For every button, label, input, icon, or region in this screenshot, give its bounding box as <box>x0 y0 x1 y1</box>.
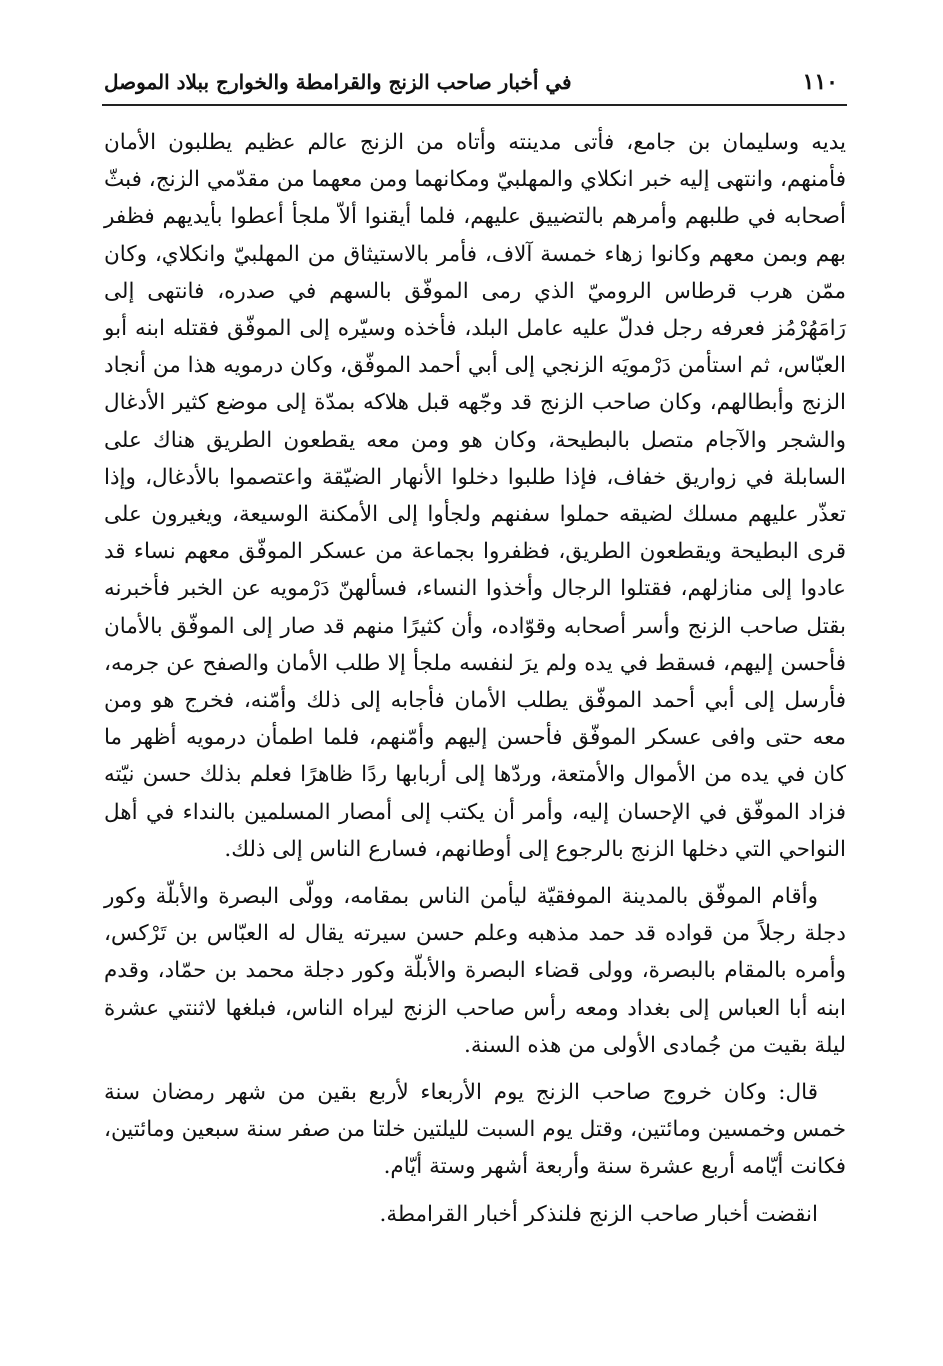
paragraph-1: يديه وسليمان بن جامع، فأتى مدينته وأتاه من الزنج عالم عظيم يطلبون الأمان فأمنهم، وانتهى إليه خبر انكلاي والمهلبيّ ومكانهما ومن معهما من مقدّمي الزنج، فبثّ أصحابه في طلبهم وأمرهم بالتضييق عليهم، فلما أيقنوا ألاّ ملجأ أعطوا بأيديهم فظفر بهم وبمن معهم وكانوا زهاء خمسة آلاف، فأمر بالاستيثاق من المهلبيّ وانكلاي، وكان ممّن هرب قرطاس الروميّ الذي رمى الموفّق بالسهم في صدره، فانتهى إلى رَامَهُرْمُز فعرفه رجل فدلّ عليه عامل البلد، فأخذه وسيّره إلى الموفّق فقتله ابنه أبو العبّاس، ثم استأمن دَرْمويَه الزنجي إلى أبي أحمد الموفّق، وكان درمويه هذا من أنجاد الزنج وأبطالهم، وكان صاحب الزنج قد وجّهه قبل هلاكه بمدّة إلى موضع كثير الأدغال والشجر والآجام متصل بالبطيحة، وكان هو ومن معه يقطعون الطريق هناك على السابلة في زواريق خفاف، فإذا طلبوا دخلوا الأنهار الضيّقة واعتصموا بالأدغال، وإذا تعذّر عليهم مسلك لضيقه حملوا سفنهم ولجأوا إلى الأمكنة الوسيعة، ويغيرون على قرى البطيحة ويقطعون الطريق، فظفروا بجماعة من عسكر الموفّق معهم نساء قد عادوا إلى منازلهم، فقتلوا الرجال وأخذوا النساء، فسألهنّ دَرْمويه عن الخبر فأخبرنه بقتل صاحب الزنج وأسر أصحابه وقوّاده، وأن كثيرًا منهم قد صار إلى الموفّق بالأمان فأحسن إليهم، فسقط في يده ولم يرَ لنفسه ملجأ إلا طلب الأمان والصفح عن جرمه، فأرسل إلى أبي أحمد الموفّق يطلب الأمان فأجابه إلى ذلك وأمّنه، فخرج هو ومن معه حتى وافى عسكر الموفّق فأحسن إليهم وأمّنهم، فلما اطمأن درمويه أظهر ما كان في يده من الأموال والأمتعة، وردّها إلى أربابها ردًا ظاهرًا فعلم بذلك حسن نيّته فزاد الموفّق في الإحسان إليه، وأمر أن يكتب إلى أمصار المسلمين بالنداء في أهل النواحي التي دخلها الزنج بالرجوع إلى أوطانهم، فسارع الناس إلى ذلك. <box>104 130 846 862</box>
page-number: ١١٠ <box>802 69 838 95</box>
body-text <box>104 124 846 1233</box>
paragraph-3: قال: وكان خروج صاحب الزنج يوم الأربعاء لأربع بقين من شهر رمضان سنة خمس وخمسين ومائتين، وقتل يوم السبت لليلتين خلتا من صفر سنة سبعين ومائتين، فكانت أيّامه أربع عشرة سنة وأربعة أشهر وستة أيّام. <box>104 1080 846 1180</box>
running-header <box>104 62 846 102</box>
running-title: في أخبار صاحب الزنج والقرامطة والخوارج ببلاد الموصل <box>104 70 572 94</box>
paragraph-4: انقضت أخبار صاحب الزنج فلنذكر أخبار القرامطة. <box>379 1201 818 1227</box>
header-rule <box>102 104 847 106</box>
paragraph-2: وأقام الموفّق بالمدينة الموفقيّة ليأمن الناس بمقامه، وولّى البصرة والأبلّة وكور دجلة رجلاً من قواده قد حمد مذهبه وعلم حسن سيرته يقال له العبّاس بن تَرْكس، وأمره بالمقام بالبصرة، وولى قضاء البصرة والأبلّة وكور دجلة محمد بن حمّاد، وقدم ابنه أبا العباس إلى بغداد ومعه رأس صاحب الزنج ليراه الناس، فبلغها لاثنتي عشرة ليلة بقيت من جُمادى الأولى من هذه السنة. <box>104 884 846 1058</box>
